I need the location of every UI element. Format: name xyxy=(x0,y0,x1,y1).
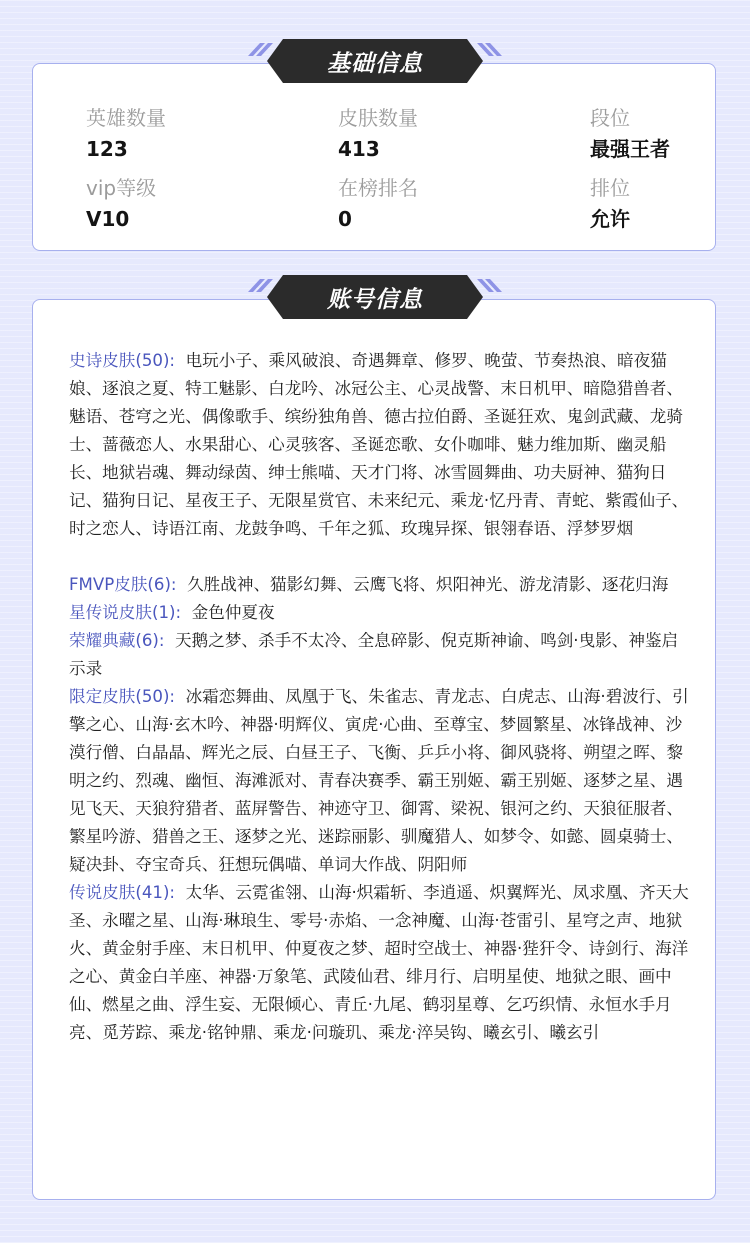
stat-label: 排位 xyxy=(590,176,630,200)
skin-category-items: 太华、云霓雀翎、山海·炽霜斩、李逍遥、炽翼辉光、凤求凰、齐天大圣、永曜之星、山海·琳琅生、零号·赤焰、一念神魔、山海·苍雷引、星穹之声、地狱火、黄金射手座、末日机甲、仲夏夜之梦、超时空战士、神器·狴犴令、诗剑行、海洋之心、黄金白羊座、神器·万象笔、武陵仙君、绯月行、启明星使、地狱之眼、画中仙、燃星之曲、浮生妄、无限倾心、青丘·九尾、鹤羽星尊、乞巧织情、永恒水手月亮、觅芳踪、乘龙·铭钟鼎、乘龙·问璇玑、乘龙·淬吴钩、曦玄引、曦玄引 xyxy=(69,883,689,1042)
stat-value: V10 xyxy=(86,207,130,231)
stat-hero-count xyxy=(86,104,166,163)
basic-info-title-badge xyxy=(245,36,505,86)
skin-category-label: 史诗皮肤(50): xyxy=(69,351,176,370)
skin-category-legend xyxy=(69,879,693,1047)
skin-category-items: 电玩小子、乘风破浪、奇遇舞章、修罗、晚萤、节奏热浪、暗夜猫娘、逐浪之夏、特工魅影、白龙吟、冰冠公主、心灵战警、末日机甲、暗隐猎兽者、魅语、苍穹之光、偶像歌手、缤纷独角兽、德古拉伯爵、圣诞狂欢、鬼剑武藏、龙骑士、蔷薇恋人、水果甜心、心灵骇客、圣诞恋歌、女仆咖啡、魅力维加斯、幽灵船长、地狱岩魂、舞动绿茵、绅士熊喵、天才门将、冰雪圆舞曲、功夫厨神、猫狗日记、猫狗日记、星夜王子、无限星赏官、未来纪元、乘龙·忆丹青、青蛇、紫霞仙子、时之恋人、诗语江南、龙鼓争鸣、千年之狐、玫瑰异探、银翎春语、浮梦罗烟 xyxy=(69,351,689,538)
stat-label: 英雄数量 xyxy=(86,106,166,130)
stat-value: 最强王者 xyxy=(590,137,670,161)
skin-category-fmvp xyxy=(69,571,693,599)
skin-category-label: 荣耀典藏(6): xyxy=(69,631,165,650)
section-title: 账号信息 xyxy=(327,287,423,313)
skin-category-items: 天鹅之梦、杀手不太冷、全息碎影、倪克斯神谕、鸣剑·曳影、神鉴启示录 xyxy=(69,631,679,678)
stat-skin-count xyxy=(338,104,418,163)
stat-rank-tier xyxy=(590,104,670,163)
basic-info-card xyxy=(32,63,716,251)
account-info-card xyxy=(32,299,716,1200)
skin-category-label: 星传说皮肤(1): xyxy=(69,603,182,622)
skin-category-label: 限定皮肤(50): xyxy=(69,687,176,706)
skin-category-star-legend xyxy=(69,599,693,627)
stat-value: 0 xyxy=(338,207,352,231)
skin-category-items: 金色仲夏夜 xyxy=(191,603,275,622)
stat-label: 段位 xyxy=(590,106,630,130)
stat-label: 在榜排名 xyxy=(338,176,418,200)
section-title: 基础信息 xyxy=(327,51,423,77)
skin-category-epic xyxy=(69,347,693,543)
stat-value: 允许 xyxy=(590,207,630,231)
stat-ranked-permission xyxy=(590,174,630,233)
account-info-title-badge xyxy=(245,272,505,322)
skin-category-items: 冰霜恋舞曲、凤凰于飞、朱雀志、青龙志、白虎志、山海·碧波行、引擎之心、山海·玄木吟、神器·明辉仪、寅虎·心曲、至尊宝、梦圆繁星、冰锋战神、沙漠行僧、白晶晶、辉光之辰、白昼王子、飞衡、乒乒小将、御风骁将、朔望之晖、黎明之约、烈魂、幽恒、海滩派对、青春决赛季、霸王别姬、霸王别姬、逐梦之星、遇见飞天、天狼狩猎者、蓝屏警告、神迹守卫、御霄、梁祝、银河之约、天狼征服者、繁星吟游、猎兽之王、逐梦之光、迷踪丽影、驯魔猎人、如梦令、如懿、圆桌骑士、疑决卦、夺宝奇兵、狂想玩偶喵、单词大作战、阴阳师 xyxy=(69,687,689,874)
skin-category-glory-collection xyxy=(69,627,693,683)
stat-value: 123 xyxy=(86,137,128,161)
paragraph-spacer xyxy=(69,543,693,571)
stat-label: 皮肤数量 xyxy=(338,106,418,130)
stat-vip-level xyxy=(86,174,156,233)
skin-category-label: 传说皮肤(41): xyxy=(69,883,176,902)
stat-leaderboard-rank xyxy=(338,174,418,233)
stat-value: 413 xyxy=(338,137,380,161)
skin-category-limited xyxy=(69,683,693,879)
skin-category-items: 久胜战神、猫影幻舞、云鹰飞将、炽阳神光、游龙清影、逐花归海 xyxy=(187,575,669,594)
stat-label: vip等级 xyxy=(86,176,157,200)
skin-category-label: FMVP皮肤(6): xyxy=(69,575,177,594)
skin-list xyxy=(69,347,693,1047)
